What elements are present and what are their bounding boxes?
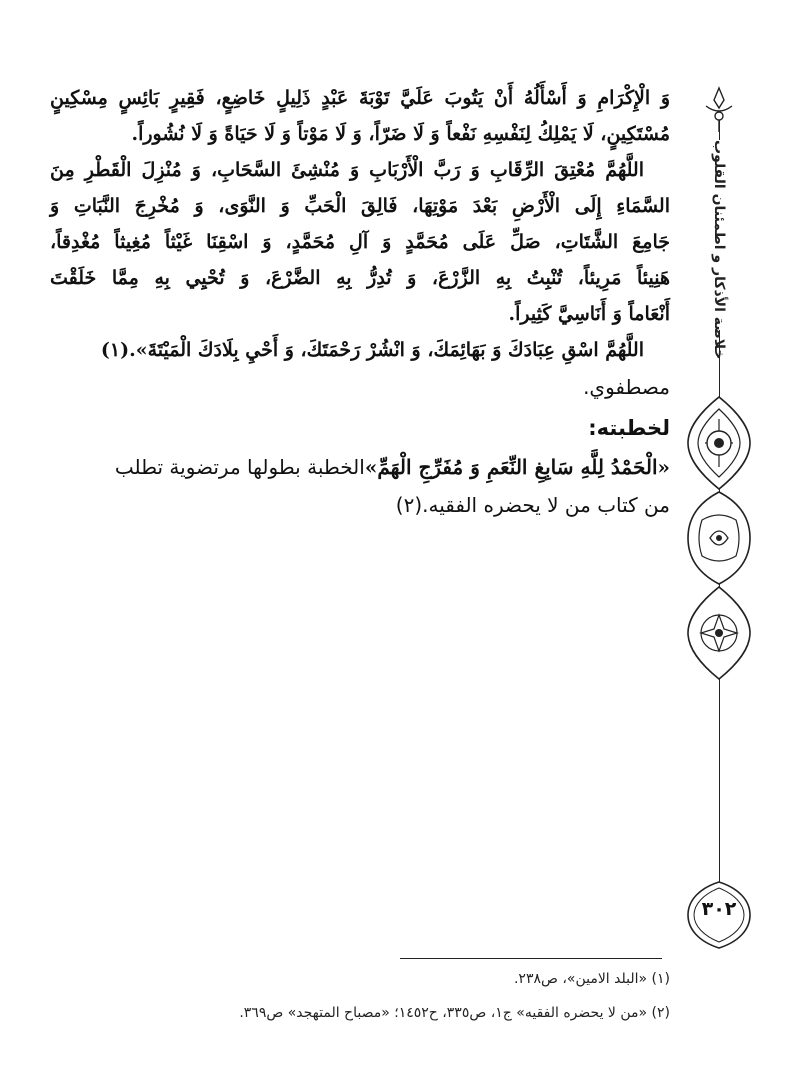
footnotes (150, 962, 670, 1030)
sermon-line: من كتاب من لا يحضره الفقيه.(٢) (395, 493, 670, 517)
floral-ornament-icon (684, 490, 754, 586)
section-heading: لخطبته: (588, 416, 670, 440)
text-line: السَّمَاءِ إِلَى الْأَرْضِ بَعْدَ مَوْتِهَا، فَالِقَ الْحَبِّ وَ النَّوَى، وَ مُخْرِجَ النَّبَاتِ وَ (50, 195, 670, 217)
source-note: مصطفوي. (583, 375, 670, 399)
footnote-separator (400, 958, 662, 959)
page-number: ٣٠٢ (701, 898, 737, 920)
sermon-line (50, 448, 670, 486)
sermon-quote: «الْحَمْدُ لِلَّهِ سَابِغِ النِّعَمِ وَ مُفَرِّجِ الْهَمِّ» (364, 455, 670, 479)
dua-paragraph (50, 80, 670, 152)
text-line: اللَّهُمَّ مُعْتِقَ الرِّقَابِ وَ رَبَّ الْأَرْبَابِ وَ مُنْشِئَ السَّحَابِ، وَ مُنْزِلَ الْقَطْرِ مِنَ (50, 159, 644, 181)
text-line: أَنْعَاماً وَ أَنَاسِيَّ كَثِيراً. (508, 303, 670, 325)
sermon-text: الخطبة بطولها مرتضوية تطلب (114, 455, 365, 479)
page-body (50, 80, 670, 524)
text-line: هَنِيئاً مَرِيئاً، تُنْبِتُ بِهِ الزَّرْعَ، وَ تُدِرُّ بِهِ الضَّرْعَ، وَ تُحْيِي بِهِ مِمَّا خَلَقْتَ (50, 267, 670, 289)
text-line: مُسْتَكِينٍ، لَا يَمْلِكُ لِنَفْسِهِ نَفْعاً وَ لَا ضَرّاً، وَ لَا مَوْتاً وَ لَا حَيَاةً وَ لَا نُشُوراً. (131, 123, 670, 145)
running-header: خلاصة الأذكار و اطمئنان القلوب (700, 140, 738, 330)
dua-paragraph (50, 152, 670, 332)
text-line: جَامِعَ الشَّتَاتِ، صَلِّ عَلَى مُحَمَّدٍ وَ آلِ مُحَمَّدٍ، وَ اسْقِنَا غَيْثاً مُغِيثاً مُغْدِقاً، (50, 231, 670, 253)
text-line: وَ الْإِكْرَامِ وَ أَسْأَلُهُ أَنْ يَتُوبَ عَلَيَّ تَوْبَةَ عَبْدٍ ذَلِيلٍ خَاضِعٍ، فَقِيرٍ بَائِسٍ مِسْكِينٍ (50, 87, 670, 109)
dua-paragraph (50, 332, 670, 368)
floral-ornament-icon (684, 585, 754, 681)
footnote: (٢) «من لا يحضره الفقيه» ج١، ص٣٣٥، ح١٤٥٢؛ «مصباح المتهجد» ص٣٦٩. (239, 1005, 670, 1021)
text-line: اللَّهُمَّ اسْقِ عِبَادَكَ وَ بَهَائِمَكَ، وَ انْشُرْ رَحْمَتَكَ، وَ أَحْيِ بِلَادَكَ الْمَيْتَةَ».(١) (100, 339, 644, 361)
footnote: (١) «البلد الامين»، ص٢٣٨. (513, 971, 670, 987)
floral-ornament-icon (684, 395, 754, 491)
